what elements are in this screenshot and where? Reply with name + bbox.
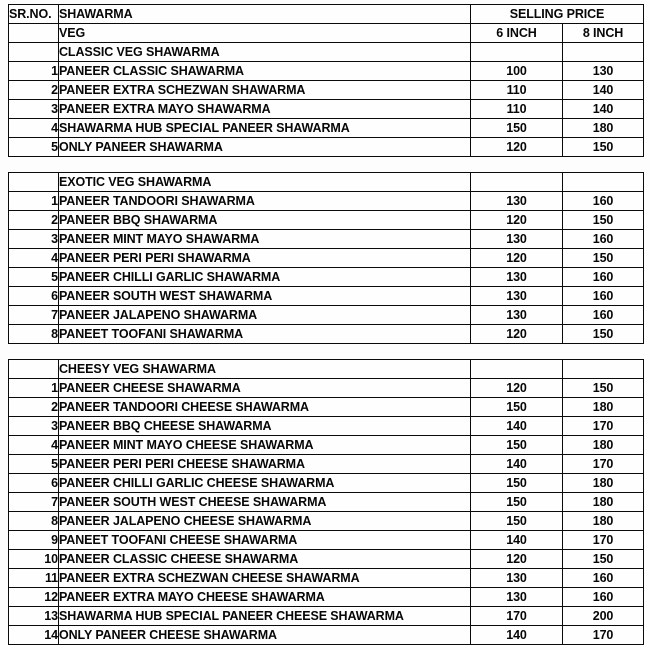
row-price-6-inch: 120	[471, 325, 563, 344]
header-sr-blank	[9, 24, 59, 43]
table-row	[9, 550, 644, 569]
table-row	[9, 626, 644, 645]
row-price-8-inch: 150	[563, 550, 644, 569]
row-item-name: ONLY PANEER SHAWARMA	[59, 138, 471, 157]
row-price-8-inch: 160	[563, 268, 644, 287]
row-serial-number: 6	[9, 287, 59, 306]
table-row	[9, 569, 644, 588]
row-item-name: PANEER CLASSIC CHEESE SHAWARMA	[59, 550, 471, 569]
table-header-row-primary	[9, 5, 644, 24]
row-item-name: PANEER CHILLI GARLIC CHEESE SHAWARMA	[59, 474, 471, 493]
table-row	[9, 588, 644, 607]
row-item-name: PANEER PERI PERI SHAWARMA	[59, 249, 471, 268]
row-price-8-inch: 170	[563, 455, 644, 474]
header-sr-no: SR.NO.	[9, 5, 59, 24]
row-item-name: PANEET TOOFANI SHAWARMA	[59, 325, 471, 344]
section-heading-price-6-blank	[471, 360, 563, 379]
row-price-6-inch: 130	[471, 268, 563, 287]
header-size-8-inch: 8 INCH	[563, 24, 644, 43]
row-price-6-inch: 150	[471, 512, 563, 531]
row-item-name: PANEER EXTRA MAYO CHEESE SHAWARMA	[59, 588, 471, 607]
section-heading-row	[9, 360, 644, 379]
row-serial-number: 12	[9, 588, 59, 607]
row-serial-number: 5	[9, 138, 59, 157]
row-price-8-inch: 150	[563, 211, 644, 230]
row-price-6-inch: 130	[471, 192, 563, 211]
row-item-name: PANEER TANDOORI CHEESE SHAWARMA	[59, 398, 471, 417]
row-price-8-inch: 150	[563, 379, 644, 398]
row-price-6-inch: 150	[471, 493, 563, 512]
row-item-name: PANEET TOOFANI CHEESE SHAWARMA	[59, 531, 471, 550]
row-serial-number: 4	[9, 249, 59, 268]
row-serial-number: 8	[9, 325, 59, 344]
row-price-8-inch: 150	[563, 138, 644, 157]
row-serial-number: 13	[9, 607, 59, 626]
header-selling-price: SELLING PRICE	[471, 5, 644, 24]
table-row	[9, 493, 644, 512]
table-row	[9, 249, 644, 268]
table-row	[9, 287, 644, 306]
row-price-6-inch: 120	[471, 138, 563, 157]
table-row	[9, 531, 644, 550]
table-row	[9, 607, 644, 626]
row-item-name: SHAWARMA HUB SPECIAL PANEER CHEESE SHAWARMA	[59, 607, 471, 626]
row-price-6-inch: 100	[471, 62, 563, 81]
section-heading-row	[9, 173, 644, 192]
row-price-8-inch: 160	[563, 287, 644, 306]
row-item-name: PANEER JALAPENO CHEESE SHAWARMA	[59, 512, 471, 531]
row-serial-number: 10	[9, 550, 59, 569]
row-price-6-inch: 150	[471, 398, 563, 417]
row-item-name: PANEER SOUTH WEST CHEESE SHAWARMA	[59, 493, 471, 512]
row-price-8-inch: 150	[563, 249, 644, 268]
row-price-6-inch: 130	[471, 588, 563, 607]
row-serial-number: 5	[9, 268, 59, 287]
table-row	[9, 230, 644, 249]
table-row	[9, 379, 644, 398]
row-serial-number: 1	[9, 192, 59, 211]
price-table-section-1	[8, 4, 644, 157]
table-row	[9, 211, 644, 230]
table-header-row-secondary	[9, 24, 644, 43]
row-serial-number: 2	[9, 398, 59, 417]
table-row	[9, 100, 644, 119]
row-serial-number: 3	[9, 100, 59, 119]
table-row	[9, 119, 644, 138]
row-price-6-inch: 110	[471, 100, 563, 119]
row-price-8-inch: 150	[563, 325, 644, 344]
row-item-name: ONLY PANEER CHEESE SHAWARMA	[59, 626, 471, 645]
table-row	[9, 474, 644, 493]
row-serial-number: 14	[9, 626, 59, 645]
row-price-6-inch: 110	[471, 81, 563, 100]
row-item-name: PANEER CLASSIC SHAWARMA	[59, 62, 471, 81]
row-price-8-inch: 180	[563, 474, 644, 493]
row-item-name: PANEER CHILLI GARLIC SHAWARMA	[59, 268, 471, 287]
table-row	[9, 512, 644, 531]
row-serial-number: 6	[9, 474, 59, 493]
table-row	[9, 436, 644, 455]
row-price-8-inch: 180	[563, 512, 644, 531]
row-price-8-inch: 170	[563, 626, 644, 645]
row-serial-number: 2	[9, 81, 59, 100]
category-label-veg: VEG	[59, 24, 471, 43]
row-price-8-inch: 200	[563, 607, 644, 626]
row-item-name: PANEER JALAPENO SHAWARMA	[59, 306, 471, 325]
row-serial-number: 9	[9, 531, 59, 550]
row-price-8-inch: 180	[563, 493, 644, 512]
row-price-6-inch: 140	[471, 455, 563, 474]
row-serial-number: 1	[9, 379, 59, 398]
row-item-name: PANEER EXTRA MAYO SHAWARMA	[59, 100, 471, 119]
row-price-8-inch: 180	[563, 436, 644, 455]
row-price-6-inch: 120	[471, 249, 563, 268]
row-serial-number: 8	[9, 512, 59, 531]
row-price-6-inch: 130	[471, 230, 563, 249]
menu-tables-container	[8, 4, 643, 645]
table-row	[9, 306, 644, 325]
table-row	[9, 268, 644, 287]
row-price-8-inch: 140	[563, 81, 644, 100]
row-serial-number: 11	[9, 569, 59, 588]
header-item-name: SHAWARMA	[59, 5, 471, 24]
row-serial-number: 4	[9, 436, 59, 455]
row-price-6-inch: 120	[471, 550, 563, 569]
table-row	[9, 325, 644, 344]
row-price-6-inch: 170	[471, 607, 563, 626]
table-row	[9, 138, 644, 157]
header-size-6-inch: 6 INCH	[471, 24, 563, 43]
section-heading-price-8-blank	[563, 43, 644, 62]
row-price-8-inch: 160	[563, 230, 644, 249]
row-serial-number: 7	[9, 493, 59, 512]
row-price-8-inch: 170	[563, 417, 644, 436]
table-row	[9, 417, 644, 436]
row-item-name: PANEER MINT MAYO CHEESE SHAWARMA	[59, 436, 471, 455]
table-row	[9, 192, 644, 211]
section-heading-sr-blank	[9, 173, 59, 192]
row-price-6-inch: 140	[471, 531, 563, 550]
row-serial-number: 2	[9, 211, 59, 230]
section-heading-label: CLASSIC VEG SHAWARMA	[59, 43, 471, 62]
row-item-name: PANEER EXTRA SCHEZWAN SHAWARMA	[59, 81, 471, 100]
row-price-6-inch: 140	[471, 417, 563, 436]
row-item-name: SHAWARMA HUB SPECIAL PANEER SHAWARMA	[59, 119, 471, 138]
table-row	[9, 81, 644, 100]
row-price-8-inch: 180	[563, 398, 644, 417]
section-heading-label: EXOTIC VEG SHAWARMA	[59, 173, 471, 192]
row-item-name: PANEER BBQ CHEESE SHAWARMA	[59, 417, 471, 436]
row-item-name: PANEER SOUTH WEST SHAWARMA	[59, 287, 471, 306]
row-price-8-inch: 130	[563, 62, 644, 81]
section-heading-price-6-blank	[471, 43, 563, 62]
section-heading-price-6-blank	[471, 173, 563, 192]
row-serial-number: 3	[9, 230, 59, 249]
table-row	[9, 62, 644, 81]
section-heading-label: CHEESY VEG SHAWARMA	[59, 360, 471, 379]
row-price-6-inch: 130	[471, 306, 563, 325]
section-heading-row	[9, 43, 644, 62]
row-item-name: PANEER MINT MAYO SHAWARMA	[59, 230, 471, 249]
price-table-section-3	[8, 359, 644, 645]
section-heading-price-8-blank	[563, 360, 644, 379]
section-heading-sr-blank	[9, 43, 59, 62]
row-item-name: PANEER BBQ SHAWARMA	[59, 211, 471, 230]
row-price-8-inch: 160	[563, 569, 644, 588]
row-price-8-inch: 180	[563, 119, 644, 138]
row-price-6-inch: 120	[471, 379, 563, 398]
row-price-8-inch: 160	[563, 192, 644, 211]
row-price-8-inch: 170	[563, 531, 644, 550]
row-item-name: PANEER PERI PERI CHEESE SHAWARMA	[59, 455, 471, 474]
row-price-8-inch: 160	[563, 306, 644, 325]
row-item-name: PANEER CHEESE SHAWARMA	[59, 379, 471, 398]
section-heading-sr-blank	[9, 360, 59, 379]
table-row	[9, 398, 644, 417]
row-item-name: PANEER TANDOORI SHAWARMA	[59, 192, 471, 211]
row-price-6-inch: 150	[471, 474, 563, 493]
row-price-6-inch: 150	[471, 119, 563, 138]
price-table-section-2	[8, 172, 644, 344]
row-price-8-inch: 160	[563, 588, 644, 607]
row-item-name: PANEER EXTRA SCHEZWAN CHEESE SHAWARMA	[59, 569, 471, 588]
row-serial-number: 4	[9, 119, 59, 138]
row-price-6-inch: 120	[471, 211, 563, 230]
row-price-6-inch: 140	[471, 626, 563, 645]
row-price-6-inch: 130	[471, 287, 563, 306]
section-heading-price-8-blank	[563, 173, 644, 192]
row-serial-number: 1	[9, 62, 59, 81]
row-price-6-inch: 150	[471, 436, 563, 455]
row-serial-number: 5	[9, 455, 59, 474]
row-price-8-inch: 140	[563, 100, 644, 119]
row-serial-number: 7	[9, 306, 59, 325]
table-row	[9, 455, 644, 474]
row-price-6-inch: 130	[471, 569, 563, 588]
row-serial-number: 3	[9, 417, 59, 436]
